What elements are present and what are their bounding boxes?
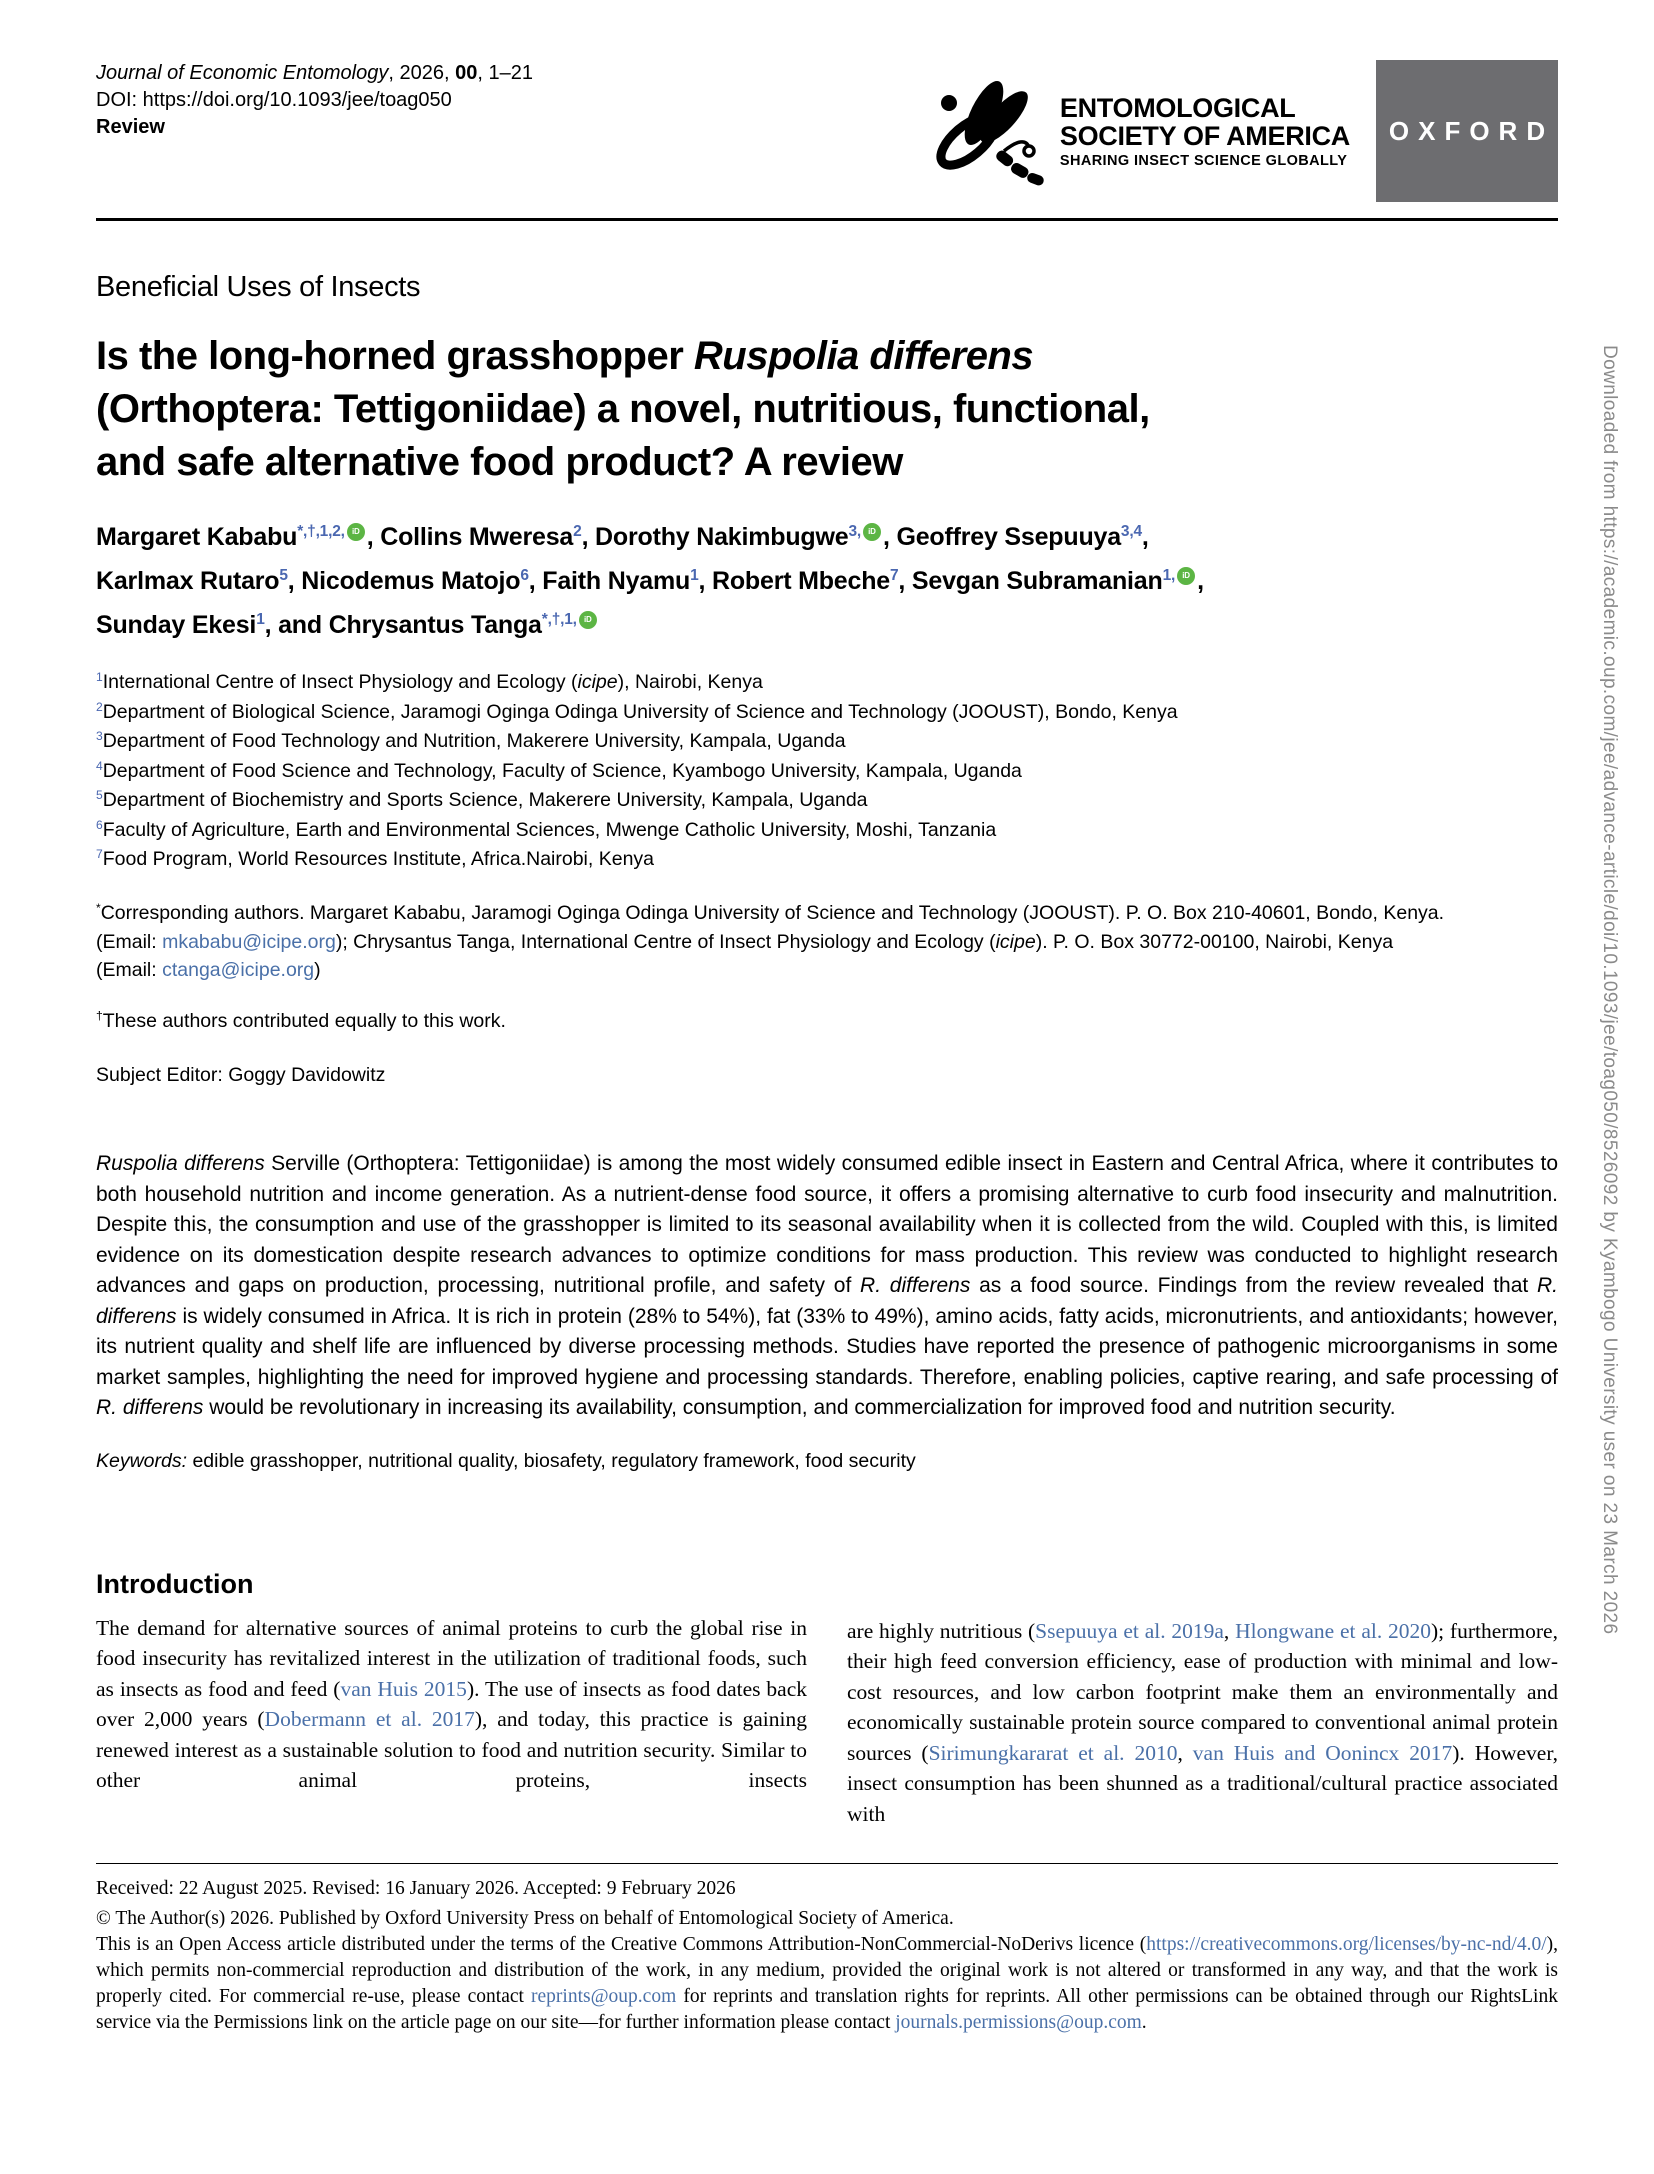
affiliation-line: $^6$Faculty of Agriculture, Earth and Environmental Sciences, Mwenge Catholic University, Moshi, Tanzania [96,817,997,841]
download-notice: Downloaded from https://academic.oup.com/jee/advance-article/doi/10.1093/jee/toag050/8526092 by Kyambogo University user on 23 March 2026 [1599,345,1620,1635]
esa-name-line1: ENTOMOLOGICAL [1059,92,1296,123]
publisher-logos [932,60,1558,202]
intro-heading: Introduction [96,1568,254,1599]
reprints-email-link[interactable]: reprints@oup.com [531,1986,677,2007]
author-list: Margaret Kababu$^{*,\dagger,1,2,}$ iD , Collins Mweresa$^2$, Dorothy Nakimbugwe$^{3,}$ iD , Geoffrey Ssepuuya$^{3,4}$, Karlmax Rutaro$^5$, Nicodemus Matojo$^6$, Faith Nyamu$^1$, Robert Mbeche$^7$, Sevgan Subramanian$^{1,}$ iD , Sunday Ekesi$^1$, and Chrysantus Tanga$^{*,\dagger,1,}$iD [96,517,1558,649]
affiliation-line: $^1$International Centre of Insect Physiology and Ecology (icipe), Nairobi, Kenya [96,670,763,693]
citation-link[interactable]: Hlongwane et al. 2020 [1235,1618,1431,1643]
esa-name-line2: SOCIETY OF AMERICA [1059,120,1350,151]
license-link[interactable]: https://creativecommons.org/licenses/by-nc-nd/4.0/ [1146,1934,1547,1955]
equal-contribution-note: †These authors contributed equally to this work. [96,1009,506,1032]
header-rule [96,218,1558,221]
article-title: Is the long-horned grasshopper Ruspolia differens (Orthoptera: Tettigoniidae) a novel, nutritious, functional, and safe alternative food product? A review [96,334,1150,484]
affiliation-line: $^7$Food Program, World Resources Institute, Africa.Nairobi, Kenya [96,847,655,870]
abstract-text: Ruspolia differens Serville (Orthoptera: Tettigoniidae) is among the most widely consumed edible insect in Eastern and Central Africa, where it contributes to both household nutrition and income generation. As a nutrient-dense food source, it offers a promising alternative to curb food insecurity and malnutrition. Despite this, the consumption and use of the grasshopper is limited to its seasonal availability when it is collected from the wild. Coupled with this, is limited evidence on its domestication despite research advances to optimize conditions for mass production. This review was conducted to highlight research advances and gaps on production, processing, nutritional profile, and safety of R. differens as a food source. Findings from the review revealed that R. differens is widely consumed in Africa. It is rich in protein (28% to 54%), fat (33% to 49%), amino acids, fatty acids, micronutrients, and antioxidants; however, its nutrient quality and shelf life are influenced by diverse processing methods. Studies have reported the presence of pathogenic microorganisms in some market samples, highlighting the need for improved hygiene and processing standards. Therefore, enabling policies, captive rearing, and safe processing of R. differens would be revolutionary in increasing its availability, consumption, and commercialization for improved food and nutrition security. [96,1152,1558,1419]
license-paragraph: This is an Open Access article distributed under the terms of the Creative Commons Attribution-NonCommercial-NoDerivs licence (https://creativecommons.org/licenses/by-nc-nd/4.0/), which permits non-commercial reproduction and distribution of the work, in any medium, provided the original work is not altered or transformed in any way, and that the work is properly cited. For commercial re-use, please contact reprints@oup.com for reprints and translation rights for reprints. All other permissions can be obtained through our RightsLink service via the Permissions link on the article page on our site—for further information please contact journals.permissions@oup.com. [96,1934,1558,2033]
doi-line: DOI: https://doi.org/10.1093/jee/toag050 [96,89,452,111]
affiliation-line: $^5$Department of Biochemistry and Sports Science, Makerere University, Kampala, Uganda [96,788,868,811]
esa-logo [932,67,1350,196]
email-link-kababu[interactable]: mkababu@icipe.org [162,931,336,953]
introduction-section [96,1569,1558,1830]
received-line: Received: 22 August 2025. Revised: 16 January 2026. Accepted: 9 February 2026 [96,1878,736,1899]
intro-column-left [96,1569,807,1830]
affiliation-line: $^3$Department of Food Technology and Nutrition, Makerere University, Kampala, Uganda [96,729,846,752]
esa-tagline: SHARING INSECT SCIENCE GLOBALLY [1059,152,1348,169]
article-type-label: Review [96,116,165,138]
affiliation-line: $^2$Department of Biological Science, Jaramogi Oginga Odinga University of Science and Technology (JOOUST), Bondo, Kenya [96,699,1178,723]
intro-paragraph-right: are highly nutritious (Ssepuuya et al. 2019a, Hlongwane et al. 2020); furthermore, their high feed conversion efficiency, ease of production with minimal and low-cost resources, and low carbon footprint make them an environmentally and economically sustainable protein source compared to conventional animal protein sources (Sirimungkararat et al. 2010, van Huis and Oonincx 2017). However, insect consumption has been shunned as a traditional/cultural practice associated with [847,1618,1559,1826]
footer-rule [96,1863,1558,1864]
journal-citation-line: Journal of Economic Entomology, 2026, 00, 1–21 [96,62,533,84]
citation-link[interactable]: van Huis and Oonincx 2017 [1192,1740,1453,1765]
esa-wordmark [1060,94,1350,169]
page-content [96,0,1558,2036]
email-link-tanga[interactable]: ctanga@icipe.org [162,958,315,981]
esa-insect-icon [932,67,1050,196]
subject-editor-line: Subject Editor: Goggy Davidowitz [96,1063,386,1086]
orcid-icon [347,523,365,541]
intro-column-right [847,1569,1558,1830]
journal-info [96,60,533,141]
permissions-email-link[interactable]: journals.permissions@oup.com [895,2012,1142,2033]
affiliation-line: $^4$Department of Food Science and Technology, Faculty of Science, Kyambogo University, Kampala, Uganda [96,758,1022,782]
orcid-icon [863,523,881,541]
citation-link[interactable]: Dobermann et al. 2017 [264,1707,475,1731]
oxford-logo: OXFORD [1376,60,1558,202]
page-footer [96,1863,1558,2036]
affiliation-list [96,669,1558,876]
citation-link[interactable]: van Huis 2015 [340,1676,467,1701]
keywords-line: Keywords: edible grasshopper, nutritional quality, biosafety, regulatory framework, food security [96,1449,916,1472]
page-header [96,0,1558,202]
citation-link[interactable]: Ssepuuya et al. 2019a [1035,1618,1224,1643]
citation-link[interactable]: Sirimungkararat et al. 2010 [928,1740,1178,1765]
section-label: Beneficial Uses of Insects [96,271,421,303]
correspondence-note: *Corresponding authors. Margaret Kababu, Jaramogi Oginga Odinga University of Science and Technology (JOOUST). P. O. Box 210-40601, Bondo, Kenya. (Email: mkababu@icipe.org); Chrysantus Tanga, International Centre of Insect Physiology and Ecology (icipe). P. O. Box 30772-00100, Nairobi, Kenya (Email: ctanga@icipe.org) [96,900,1445,981]
orcid-icon [1177,567,1195,585]
orcid-icon [579,611,597,629]
copyright-line: © The Author(s) 2026. Published by Oxford University Press on behalf of Entomological Society of America. [96,1908,954,1929]
intro-paragraph-left: The demand for alternative sources of animal proteins to curb the global rise in food insecurity has revitalized interest in the utilization of traditional foods, such as insects as food and feed (van Huis 2015). The use of insects as food dates back over 2,000 years (Dobermann et al. 2017), and today, this practice is gaining renewed interest as a sustainable solution to food and nutrition security. Similar to other animal proteins, insects [96,1615,808,1792]
